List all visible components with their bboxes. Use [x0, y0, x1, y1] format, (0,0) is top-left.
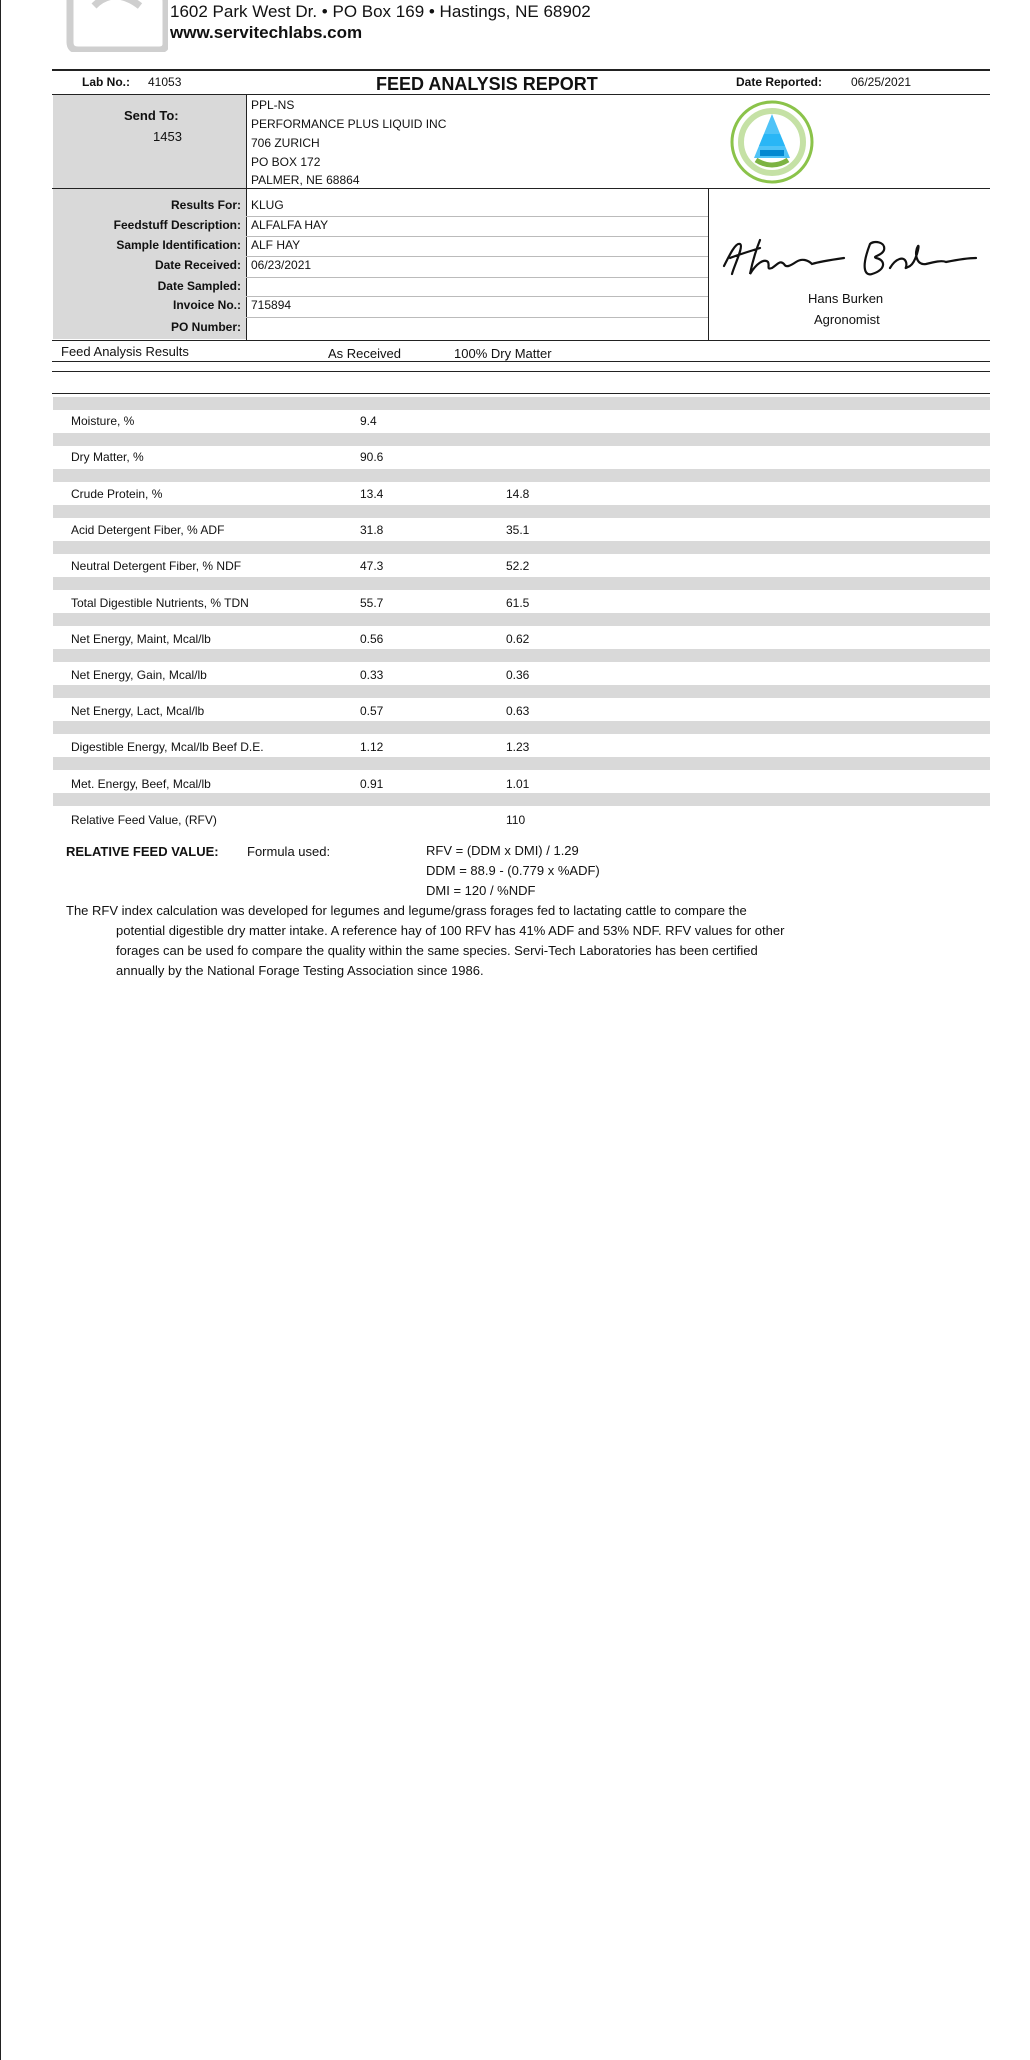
results-for-label: Results For:	[170, 198, 241, 212]
lab-address: 1602 Park West Dr. • PO Box 169 • Hastings, NE 68902	[170, 2, 591, 21]
row-stripe	[53, 469, 990, 482]
send-to-label: Send To:	[124, 108, 179, 123]
dry-matter-header: 100% Dry Matter	[454, 346, 552, 361]
result-label: Digestible Energy, Mcal/lb Beef D.E.	[71, 740, 264, 754]
row-stripe	[53, 433, 990, 446]
rfv-paragraph-line-4: annually by the National Forage Testing Association since 1986.	[116, 963, 484, 978]
result-label: Net Energy, Gain, Mcal/lb	[71, 668, 207, 682]
page-border-right	[0, 1030, 1, 2060]
row-stripe	[53, 541, 990, 554]
result-as-received: 9.4	[360, 414, 377, 428]
lab-no-label: Lab No.:	[82, 75, 130, 89]
as-received-header: As Received	[328, 346, 401, 361]
results-section-title: Feed Analysis Results	[61, 344, 189, 359]
address-line-4: PO BOX 172	[251, 155, 321, 169]
result-as-received: 55.7	[360, 596, 384, 610]
send-to-divider	[246, 94, 247, 189]
results-header-rule	[52, 361, 990, 362]
invoice-no-label: Invoice No.:	[172, 298, 241, 312]
result-dry-matter: 1.23	[506, 740, 530, 754]
result-label: Moisture, %	[71, 414, 135, 428]
rfv-formula-3: DMI = 120 / %NDF	[426, 883, 536, 898]
row-stripe	[53, 505, 990, 518]
details-bottom-rule	[52, 340, 990, 341]
sample-id-label: Sample Identification:	[116, 238, 241, 252]
result-label: Relative Feed Value, (RFV)	[71, 813, 217, 827]
result-as-received: 31.8	[360, 523, 384, 537]
rfv-formula-1: RFV = (DDM x DMI) / 1.29	[426, 843, 579, 858]
details-row-rule	[246, 317, 708, 318]
result-as-received: 13.4	[360, 487, 384, 501]
rfv-formula-label: Formula used:	[247, 844, 331, 859]
result-dry-matter: 0.36	[506, 668, 530, 682]
date-received-value: 06/23/2021	[251, 258, 312, 272]
po-number-label: PO Number:	[170, 320, 241, 334]
details-row-rule	[246, 256, 708, 257]
result-as-received: 0.56	[360, 632, 384, 646]
date-reported-label: Date Reported:	[736, 75, 823, 89]
row-stripe	[53, 613, 990, 626]
result-dry-matter: 0.63	[506, 704, 530, 718]
signature-divider	[708, 188, 709, 340]
row-stripe	[53, 649, 990, 662]
result-label: Net Energy, Lact, Mcal/lb	[71, 704, 205, 718]
page-border-left	[0, 0, 1, 1030]
row-stripe	[53, 757, 990, 770]
result-label: Neutral Detergent Fiber, % NDF	[71, 559, 242, 573]
result-dry-matter: 14.8	[506, 487, 530, 501]
details-row-rule	[246, 296, 708, 297]
row-stripe	[53, 397, 990, 410]
rfv-paragraph-line-2: potential digestible dry matter intake. A reference hay of 100 RFV has 41% ADF and 53% NDF. RFV values for other	[116, 923, 785, 938]
result-label: Crude Protein, %	[71, 487, 163, 501]
result-as-received: 90.6	[360, 450, 384, 464]
signer-title: Agronomist	[814, 312, 880, 327]
result-dry-matter: 1.01	[506, 777, 530, 791]
row-stripe	[53, 721, 990, 734]
result-label: Dry Matter, %	[71, 450, 144, 464]
result-dry-matter: 61.5	[506, 596, 530, 610]
lab-no-value: 41053	[148, 75, 182, 89]
signer-name: Hans Burken	[808, 291, 884, 306]
address-line-1: PPL-NS	[251, 98, 295, 112]
invoice-no-value: 715894	[251, 298, 292, 312]
result-as-received: 47.3	[360, 559, 384, 573]
results-for-value: KLUG	[251, 198, 284, 212]
result-as-received: 0.91	[360, 777, 384, 791]
rfv-paragraph-line-1: The RFV index calculation was developed for legumes and legume/grass forages fed to lactating cattle to compare the	[66, 903, 747, 918]
result-as-received: 0.57	[360, 704, 384, 718]
rfv-formula-2: DDM = 88.9 - (0.779 x %ADF)	[426, 863, 600, 878]
result-as-received: 0.33	[360, 668, 384, 682]
details-row-rule	[246, 277, 708, 278]
result-dry-matter: 0.62	[506, 632, 530, 646]
rfv-heading: RELATIVE FEED VALUE:	[66, 844, 219, 859]
result-dry-matter: 52.2	[506, 559, 530, 573]
result-dry-matter: 35.1	[506, 523, 530, 537]
date-sampled-label: Date Sampled:	[157, 279, 241, 293]
nfta-certification-seal-icon	[730, 100, 814, 184]
feedstuff-label: Feedstuff Description:	[113, 218, 241, 232]
results-header-rule-3	[52, 393, 990, 394]
result-label: Total Digestible Nutrients, % TDN	[71, 596, 249, 610]
header-rule	[52, 69, 990, 71]
details-row-rule	[246, 216, 708, 217]
servitech-logo-icon	[60, 0, 168, 52]
address-line-5: PALMER, NE 68864	[251, 173, 360, 187]
results-header-rule-2	[52, 371, 990, 372]
rfv-paragraph-line-3: forages can be used fo compare the quality within the same species. Servi-Tech Laboratories has been certified	[116, 943, 758, 958]
address-line-3: 706 ZURICH	[251, 136, 320, 150]
row-stripe	[53, 577, 990, 590]
handwritten-signature-icon	[720, 236, 978, 280]
result-label: Met. Energy, Beef, Mcal/lb	[71, 777, 211, 791]
result-label: Acid Detergent Fiber, % ADF	[71, 523, 225, 537]
sample-id-value: ALF HAY	[251, 238, 301, 252]
lab-website[interactable]: www.servitechlabs.com	[170, 23, 363, 42]
row-stripe	[53, 685, 990, 698]
row-stripe	[53, 793, 990, 806]
date-reported-value: 06/25/2021	[851, 75, 912, 89]
result-as-received: 1.12	[360, 740, 384, 754]
details-row-rule	[246, 236, 708, 237]
feedstuff-value: ALFALFA HAY	[251, 218, 329, 232]
report-title: FEED ANALYSIS REPORT	[376, 74, 598, 94]
send-to-id: 1453	[153, 129, 182, 144]
result-dry-matter: 110	[506, 813, 526, 827]
address-line-2: PERFORMANCE PLUS LIQUID INC	[251, 117, 447, 131]
date-received-label: Date Received:	[154, 258, 241, 272]
result-label: Net Energy, Maint, Mcal/lb	[71, 632, 211, 646]
